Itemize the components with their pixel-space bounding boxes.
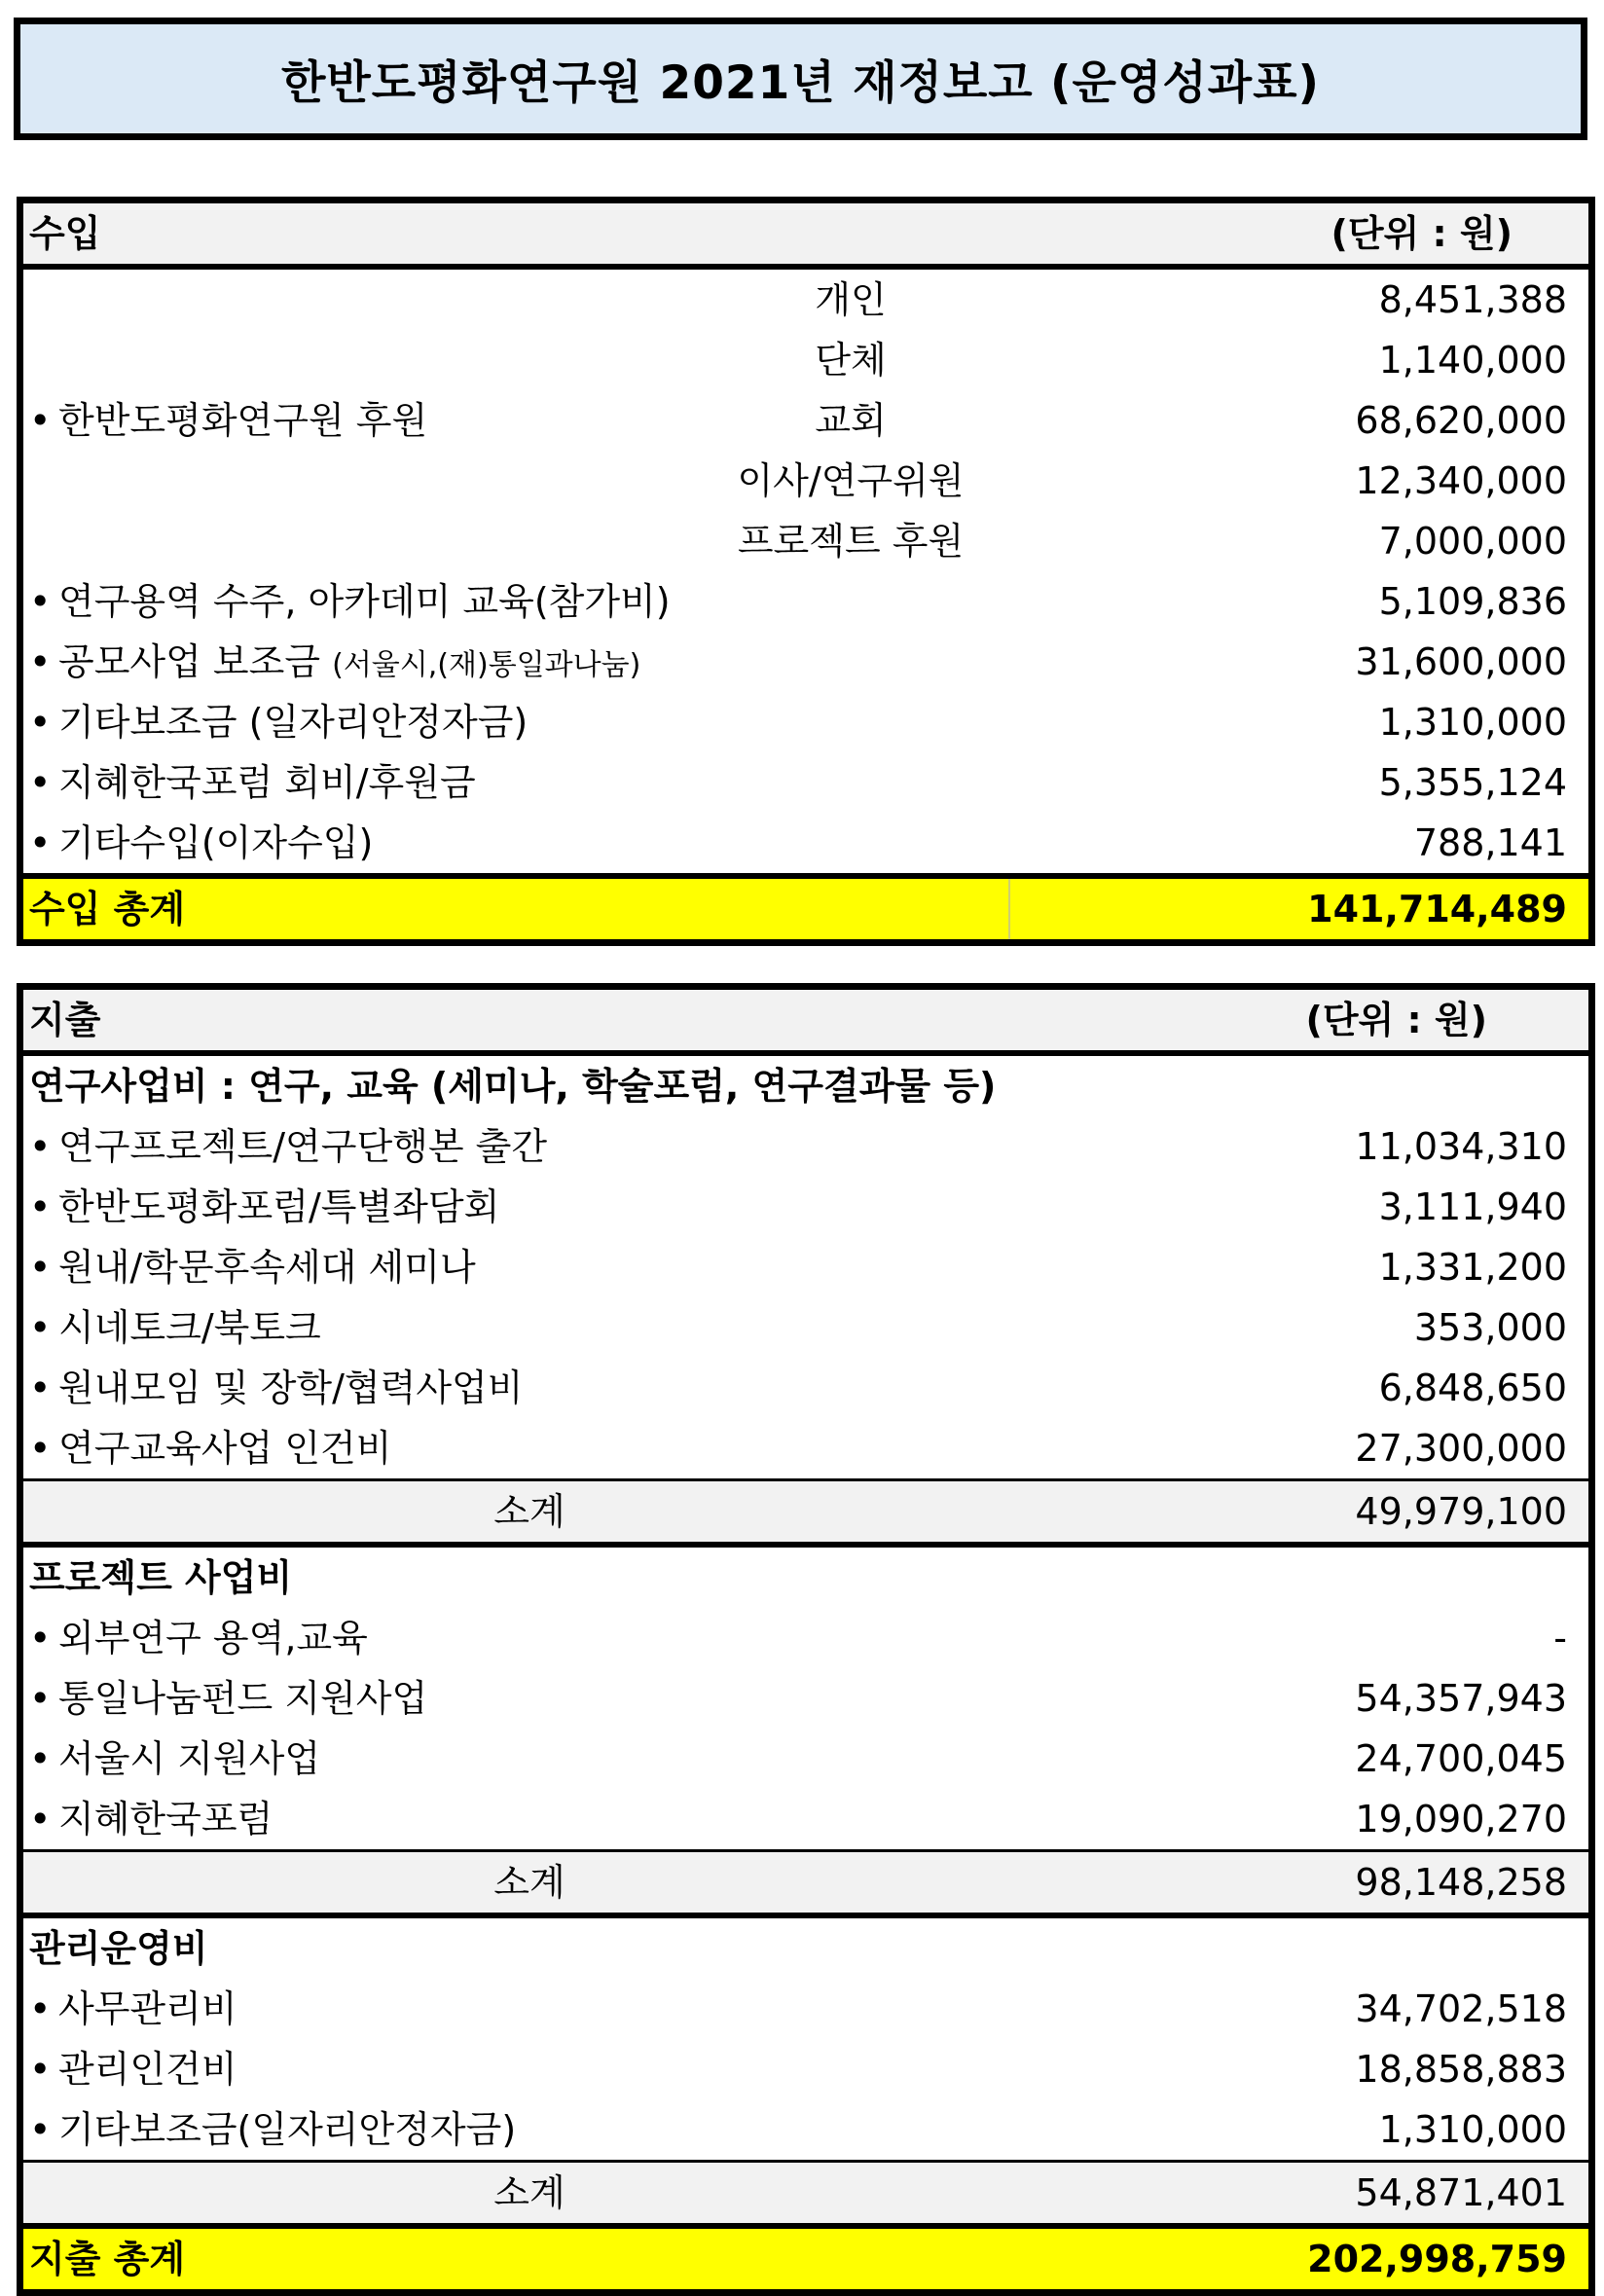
income-item-label (29, 752, 476, 813)
expense-subtotal-row (23, 1478, 1588, 1548)
expense-item-row (23, 1358, 1588, 1418)
expense-item-row (23, 2099, 1588, 2160)
income-item-label (29, 571, 671, 632)
expense-item-row (23, 1237, 1588, 1297)
expense-item-text: 시네토크/북토크 (58, 1306, 321, 1349)
bullet-icon: • (29, 1246, 52, 1289)
income-total-row (23, 873, 1588, 939)
expense-item-text: 외부연구 용역,교육 (58, 1617, 368, 1659)
expense-item-label (29, 1789, 273, 1849)
expense-item-label (29, 1979, 237, 2039)
income-item-amount: 5,355,124 (1378, 761, 1567, 804)
income-total-label: 수입 총계 (29, 888, 186, 930)
income-donation-group-text: 한반도평화연구원 후원 (58, 399, 428, 442)
bullet-icon: • (29, 2108, 52, 2151)
expense-item-label (29, 1297, 321, 1358)
bullet-icon: • (29, 761, 52, 804)
bullet-icon: • (29, 2048, 52, 2091)
expense-item-amount: 1,310,000 (1378, 2108, 1567, 2151)
income-item-label (29, 813, 373, 873)
income-donation-row (23, 511, 1588, 571)
income-donation-amount: 68,620,000 (1355, 399, 1567, 442)
expense-header-row (23, 990, 1588, 1056)
expense-item-row (23, 1729, 1588, 1789)
expense-item-amount: 11,034,310 (1355, 1125, 1567, 1168)
expense-section-title: 프로젝트 사업비 (29, 1556, 293, 1599)
income-item-text: 지혜한국포럼 회비/후원금 (58, 761, 476, 804)
expense-header: 지출 (29, 999, 101, 1041)
expense-item-amount: 1,331,200 (1378, 1246, 1567, 1289)
expense-subtotal-label: 소계 (493, 2171, 565, 2214)
expense-section-title-row (23, 1548, 1588, 1608)
income-header: 수입 (29, 212, 101, 255)
expense-item-row (23, 1418, 1588, 1478)
expense-item-amount: 19,090,270 (1355, 1798, 1567, 1840)
bullet-icon: • (29, 1367, 52, 1409)
income-table (17, 197, 1595, 946)
income-donation-row (23, 270, 1588, 330)
expense-item-amount: 3,111,940 (1378, 1185, 1567, 1228)
income-item-text: 기타수입(이자수입) (58, 821, 374, 864)
income-donation-row (23, 390, 1588, 451)
expense-item-row (23, 1668, 1588, 1729)
bullet-icon: • (29, 1427, 52, 1470)
expense-unit: (단위 : 원) (1305, 999, 1487, 1041)
income-item-row (23, 632, 1588, 692)
expense-item-text: 지혜한국포럼 (58, 1798, 273, 1840)
expense-item-text: 관리인건비 (58, 2048, 237, 2091)
income-donation-amount: 12,340,000 (1355, 459, 1567, 502)
expense-section-title-row (23, 1918, 1588, 1979)
bullet-icon: • (29, 580, 52, 623)
expense-item-row (23, 1116, 1588, 1177)
bullet-icon: • (29, 1987, 52, 2030)
expense-item-amount: 353,000 (1413, 1306, 1567, 1349)
income-donation-row (23, 451, 1588, 511)
expense-item-row (23, 1297, 1588, 1358)
expense-item-label (29, 1608, 368, 1668)
income-item-amount: 1,310,000 (1378, 701, 1567, 744)
expense-item-amount: 34,702,518 (1355, 1987, 1567, 2030)
expense-item-text: 사무관리비 (58, 1987, 237, 2030)
expense-table (17, 983, 1595, 2296)
expense-item-label (29, 2099, 516, 2160)
bullet-icon: • (29, 1306, 52, 1349)
expense-section-title: 연구사업비 : 연구, 교육 (세미나, 학술포럼, 연구결과물 등) (29, 1065, 997, 1108)
income-donation-label: 이사/연구위원 (737, 459, 965, 502)
expense-item-text: 기타보조금(일자리안정자금) (58, 2108, 517, 2151)
bullet-icon: • (29, 1125, 52, 1168)
income-donation-label: 개인 (815, 278, 887, 321)
income-item-text: 공모사업 보조금 (58, 640, 333, 683)
expense-total-row (23, 2223, 1588, 2289)
expense-subtotal-row (23, 2160, 1588, 2223)
bullet-icon: • (29, 1737, 52, 1780)
bullet-icon: • (29, 1617, 52, 1659)
expense-body (23, 1056, 1588, 2223)
income-item-text: 기타보조금 (일자리안정자금) (58, 701, 529, 744)
expense-item-text: 원내모임 및 장학/협력사업비 (58, 1367, 524, 1409)
expense-subtotal-row (23, 1849, 1588, 1918)
income-donation-row (23, 330, 1588, 390)
expense-item-row (23, 1177, 1588, 1237)
income-item-label (29, 632, 640, 692)
report-title: 한반도평화연구원 2021년 재정보고 (운영성과표) (280, 55, 1321, 110)
expense-item-amount: 18,858,883 (1355, 2048, 1567, 2091)
expense-section-title-row (23, 1056, 1588, 1116)
bullet-icon: • (29, 1185, 52, 1228)
expense-item-label (29, 1668, 427, 1729)
bullet-icon: • (29, 821, 52, 864)
expense-item-text: 연구교육사업 인건비 (58, 1427, 392, 1470)
income-body (23, 270, 1588, 873)
income-item-row (23, 692, 1588, 752)
expense-item-row (23, 1979, 1588, 2039)
expense-item-row (23, 1608, 1588, 1668)
expense-item-text: 통일나눔펀드 지원사업 (58, 1677, 428, 1720)
expense-subtotal-label: 소계 (493, 1861, 565, 1904)
expense-total-amount: 202,998,759 (1307, 2238, 1567, 2280)
expense-section-title: 관리운영비 (29, 1927, 208, 1970)
income-donation-label: 프로젝트 후원 (737, 520, 965, 563)
expense-total-label: 지출 총계 (29, 2238, 186, 2280)
expense-item-amount: 54,357,943 (1355, 1677, 1567, 1720)
total-divider (1008, 879, 1010, 939)
expense-item-amount: 24,700,045 (1355, 1737, 1567, 1780)
expense-item-label (29, 2039, 237, 2099)
income-donation-label: 단체 (815, 339, 887, 382)
income-item-text: 연구용역 수주, 아카데미 교육(참가비) (58, 580, 671, 623)
bullet-icon: • (29, 640, 52, 683)
expense-item-text: 서울시 지원사업 (58, 1737, 321, 1780)
income-header-row (23, 203, 1588, 270)
expense-item-text: 연구프로젝트/연구단행본 출간 (58, 1125, 548, 1168)
income-donation-group-label (29, 390, 427, 451)
expense-subtotal-label: 소계 (493, 1490, 565, 1533)
income-donation-amount: 1,140,000 (1378, 339, 1567, 382)
income-item-note: (서울시,(재)통일과나눔) (332, 648, 641, 682)
income-item-row (23, 813, 1588, 873)
expense-item-label (29, 1418, 391, 1478)
income-item-amount: 788,141 (1413, 821, 1567, 864)
expense-item-amount: 27,300,000 (1355, 1427, 1567, 1470)
expense-item-row (23, 1789, 1588, 1849)
expense-subtotal-amount: 49,979,100 (1355, 1490, 1567, 1533)
expense-item-amount: - (1553, 1617, 1567, 1659)
income-item-row (23, 571, 1588, 632)
expense-item-label (29, 1237, 476, 1297)
expense-item-label (29, 1729, 320, 1789)
expense-item-label (29, 1177, 499, 1237)
expense-item-label (29, 1116, 547, 1177)
bullet-icon: • (29, 701, 52, 744)
bullet-icon: • (29, 399, 52, 442)
expense-item-text: 한반도평화포럼/특별좌담회 (58, 1185, 500, 1228)
bullet-icon: • (29, 1798, 52, 1840)
expense-subtotal-amount: 54,871,401 (1355, 2171, 1567, 2214)
income-donation-amount: 7,000,000 (1378, 520, 1567, 563)
bullet-icon: • (29, 1677, 52, 1720)
expense-item-label (29, 1358, 523, 1418)
income-total-amount: 141,714,489 (1307, 888, 1567, 930)
income-unit: (단위 : 원) (1331, 212, 1513, 255)
income-donation-label: 교회 (815, 399, 887, 442)
income-item-row (23, 752, 1588, 813)
income-item-amount: 31,600,000 (1355, 640, 1567, 683)
income-donation-amount: 8,451,388 (1378, 278, 1567, 321)
income-item-amount: 5,109,836 (1378, 580, 1567, 623)
expense-item-amount: 6,848,650 (1378, 1367, 1567, 1409)
expense-item-text: 원내/학문후속세대 세미나 (58, 1246, 476, 1289)
report-title-box (14, 18, 1587, 140)
expense-subtotal-amount: 98,148,258 (1355, 1861, 1567, 1904)
expense-item-row (23, 2039, 1588, 2099)
income-item-label (29, 692, 528, 752)
